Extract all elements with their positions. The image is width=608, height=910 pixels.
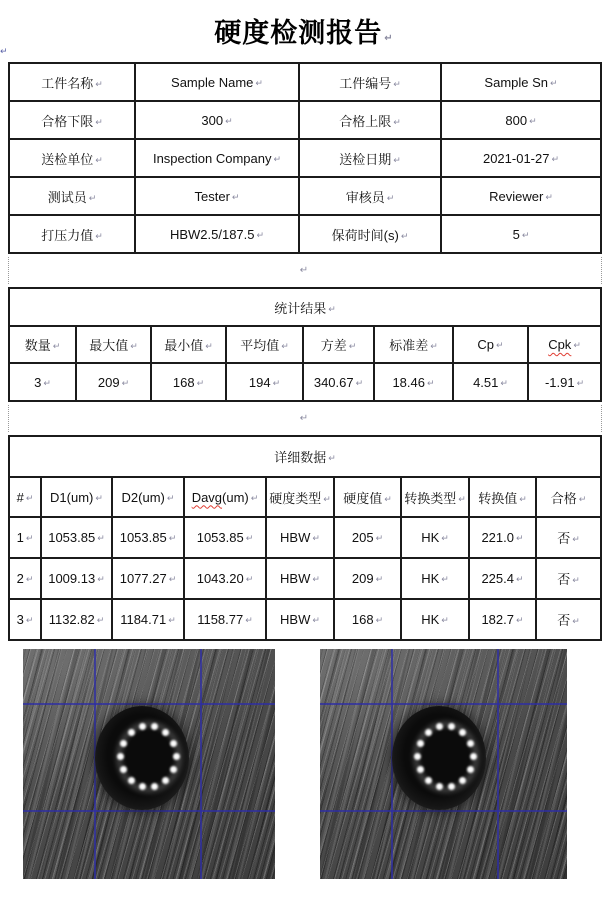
data-cell [41,517,112,558]
table-title-row [9,436,601,477]
cell-text: 标准差 [389,338,429,353]
cell-text: Sample Name [171,74,254,90]
indentation-photo-2 [320,649,567,879]
cell-text: Inspection Company [152,150,272,166]
header-cell [303,326,374,363]
cell-text: 1158.77 [197,612,244,627]
paragraph-mark-icon: ↵ [573,340,581,350]
data-cell [334,517,401,558]
cell-text: 182.7 [481,612,514,627]
paragraph-mark-icon: ↵ [551,153,560,164]
stat-value-cell [226,363,303,401]
data-cell [469,517,536,558]
paragraph-mark-icon: ↵ [25,492,34,503]
header-cell [401,477,469,517]
paragraph-mark-icon: ↵ [578,493,587,504]
cell-text: 2021-01-27 [482,150,550,166]
cell-text: 保荷时间(s) [331,227,399,243]
header-cell [9,326,76,363]
paragraph-mark-icon: ↵ [245,533,254,543]
cell-text: 否 [557,572,571,587]
paragraph-mark-icon: ↵ [97,533,105,543]
statistics-table [8,287,602,402]
paragraph-mark-icon: ↵ [0,46,8,56]
cell-text: # [16,489,24,505]
cell-text: Tester [194,188,230,204]
paragraph-mark-icon: ↵ [196,377,205,388]
data-cell [469,558,536,599]
info-label-cell [299,63,441,101]
paragraph-mark-icon: ↵ [572,534,580,544]
data-cell [112,517,184,558]
info-value-cell [135,215,299,253]
cell-text: 225.4 [481,571,514,586]
table-row [9,215,601,253]
paragraph-mark-icon: ↵ [576,377,585,388]
paragraph-mark-icon: ↵ [312,574,320,584]
cell-text: Davg [191,489,223,505]
header-cell [469,477,536,517]
cell-text: 硬度值 [343,490,383,506]
photo-strip [0,649,608,879]
stat-value-cell [374,363,453,401]
cell-text: Cp [477,337,495,352]
cell-text: 300 [201,112,224,128]
data-cell [266,558,334,599]
info-value-cell [135,63,299,101]
paragraph-mark-icon: ↵ [430,341,438,351]
paragraph-mark-icon: ↵ [25,574,34,584]
report-title-text: 硬度检测报告 [214,18,383,48]
paragraph-mark-icon: ↵ [166,492,175,503]
paragraph-mark-icon: ↵ [348,341,357,351]
data-cell [184,558,266,599]
paragraph-mark-icon: ↵ [355,377,364,388]
cell-text: 工件名称 [41,75,94,91]
data-cell [334,558,401,599]
cell-text: -1.91 [544,374,575,390]
paragraph-mark-icon: ↵ [245,574,254,584]
cell-text: 转换类型 [404,490,457,506]
data-cell [334,599,401,640]
cell-text: HK [421,530,440,545]
cell-text: Reviewer [489,188,544,204]
paragraph-mark-icon: ↵ [273,153,282,164]
header-cell [151,326,226,363]
paragraph-mark-icon: ↵ [121,377,130,388]
cell-text: 1043.20 [196,571,244,586]
paragraph-mark-icon: ↵ [386,192,395,203]
cell-text: 测试员 [47,189,87,205]
cell-text: D2(um) [121,489,165,505]
grid-line-horizontal [23,810,275,812]
info-value-cell [441,101,601,139]
header-cell [41,477,112,517]
info-label-cell [299,177,441,215]
cell-text: 否 [557,613,571,628]
cell-text: 合格下限 [41,113,94,129]
paragraph-mark-icon: ↵ [393,154,401,165]
data-cell [536,517,601,558]
paragraph-mark-icon: ↵ [529,115,537,126]
table-row [9,599,601,640]
paragraph-mark-icon: ↵ [168,533,177,543]
paragraph-mark-icon: ↵ [427,377,435,388]
header-cell [536,477,601,517]
paragraph-mark-icon: ↵ [250,492,259,503]
paragraph-mark-icon: ↵ [245,615,253,625]
stat-value-cell [151,363,226,401]
paragraph-mark-icon: ↵ [550,77,558,88]
header-cell [334,477,401,517]
cell-text: Cpk [548,337,572,352]
data-cell [41,558,112,599]
cell-text: 340.67 [313,374,354,390]
cell-text: 合格 [550,490,577,506]
cell-text: 194 [248,374,271,390]
cell-text: 方差 [320,338,347,353]
page-title [0,0,608,48]
cell-text: 800 [505,112,528,128]
cell-text: 1053.85 [119,530,167,545]
cell-text: 4.51 [473,374,499,390]
info-value-cell [441,139,601,177]
paragraph-mark-icon: ↵ [375,533,384,543]
paragraph-mark-icon: ↵ [545,191,553,202]
paragraph-mark-icon: ↵ [52,341,61,351]
paragraph-mark-icon: ↵ [272,377,281,388]
detail-data-table [8,435,602,641]
paragraph-mark-icon: ↵ [519,493,527,504]
info-label-cell [9,101,135,139]
cell-text: 统计结果 [274,300,327,316]
paragraph-mark-icon: ↵ [441,574,449,584]
paragraph-mark-icon: ↵ [516,615,524,625]
paragraph-mark-icon: ↵ [393,116,401,127]
info-value-cell [441,177,601,215]
header-cell [76,326,151,363]
data-cell [9,599,41,640]
data-cell [536,599,601,640]
info-label-cell [299,215,441,253]
info-label-cell [9,63,135,101]
cell-text: 审核员 [345,189,385,205]
stat-value-cell [303,363,374,401]
paragraph-mark-icon: ↵ [441,533,449,543]
info-label-cell [9,139,135,177]
data-cell [9,517,41,558]
indentation-mark [392,706,486,810]
data-cell [401,517,469,558]
paragraph-mark-icon: ↵ [95,230,103,241]
data-cell [401,558,469,599]
cell-text: HBW [280,571,311,586]
indentation-mark [95,706,189,810]
cell-text: 合格上限 [339,113,392,129]
paragraph-mark-icon: ↵ [231,191,240,202]
paragraph-mark-icon: ↵ [516,533,524,543]
paragraph-mark-icon: ↵ [25,615,34,625]
paragraph-mark-icon: ↵ [95,78,103,89]
table-row [9,558,601,599]
table-title-row [9,288,601,326]
stat-value-cell [528,363,601,401]
cell-text: HBW [280,530,311,545]
paragraph-gap [0,254,608,287]
paragraph-mark-icon: ↵ [43,377,51,388]
cell-text: (um) [222,489,249,505]
grid-line-horizontal [320,703,567,705]
paragraph-mark-icon: ↵ [375,574,384,584]
stat-value-cell [76,363,151,401]
paragraph-mark-icon: ↵ [400,230,409,241]
paragraph-mark-icon: ↵ [299,265,309,276]
header-cell [374,326,453,363]
table-row [9,63,601,101]
cell-text: 1077.27 [119,571,167,586]
table-header-row [9,326,601,363]
cell-text: 168 [172,374,195,390]
grid-line-horizontal [23,703,275,705]
paragraph-mark-icon: ↵ [281,341,289,351]
text-boundary [8,257,602,284]
paragraph-mark-icon: ↵ [441,615,449,625]
paragraph-mark-icon: ↵ [312,533,320,543]
paragraph-mark-icon: ↵ [328,303,336,314]
cell-text: 209 [97,374,120,390]
paragraph-mark-icon: ↵ [130,341,138,351]
data-cell [266,599,334,640]
info-value-cell [135,101,299,139]
data-cell [184,599,266,640]
cell-text: 1053.85 [48,530,96,545]
led-ring-dots [146,754,151,759]
info-value-cell [135,139,299,177]
info-value-cell [441,63,601,101]
paragraph-mark-icon: ↵ [328,453,336,463]
cell-text: 工件编号 [339,75,392,91]
data-cell [41,599,112,640]
cell-text: 硬度类型 [269,490,322,506]
table-row [9,517,601,558]
table-row [9,139,601,177]
paragraph-mark-icon: ↵ [496,340,504,350]
led-ring-dots [443,754,448,759]
cell-text: 3 [34,374,42,390]
cell-text: 数量 [24,338,51,353]
sample-info-table [8,62,602,254]
table-header-row [9,477,601,517]
cell-text: HBW2.5/187.5 [169,226,255,242]
stat-value-cell [453,363,528,401]
paragraph-mark-icon: ↵ [168,615,176,625]
paragraph-mark-icon: ↵ [95,154,103,165]
header-cell [226,326,303,363]
paragraph-mark-icon: ↵ [168,574,177,584]
cell-text: 2 [16,571,24,586]
cell-text: 否 [557,531,571,546]
cell-text: 转换值 [478,490,518,506]
data-cell [469,599,536,640]
paragraph-mark-icon: ↵ [516,574,524,584]
grid-line-vertical [200,649,202,879]
info-value-cell [135,177,299,215]
cell-text: 1184.71 [120,612,167,627]
info-label-cell [9,177,135,215]
table-row [9,101,601,139]
cell-text: 221.0 [481,530,514,545]
paragraph-mark-icon: ↵ [384,33,394,44]
paragraph-mark-icon: ↵ [572,575,580,585]
cell-text: 18.46 [392,374,425,390]
header-cell [184,477,266,517]
text-boundary [8,405,602,432]
cell-text: 1 [16,530,24,545]
cell-text: HK [421,612,440,627]
header-cell [112,477,184,517]
paragraph-mark-icon: ↵ [393,78,401,89]
paragraph-mark-icon: ↵ [95,116,103,127]
paragraph-mark-icon: ↵ [299,413,309,424]
info-label-cell [299,101,441,139]
paragraph-mark-icon: ↵ [500,377,508,388]
data-cell [112,558,184,599]
cell-text: 详细数据 [274,450,327,465]
header-cell [266,477,334,517]
cell-text: HBW [280,612,311,627]
cell-text: 5 [512,226,520,242]
cell-text: 3 [16,612,24,627]
paragraph-mark-icon: ↵ [255,77,263,88]
paragraph-mark-icon: ↵ [25,533,34,543]
cell-text: 打压力值 [41,227,94,243]
grid-line-horizontal [320,810,567,812]
info-value-cell [441,215,601,253]
grid-line-vertical [497,649,499,879]
paragraph-mark-icon: ↵ [312,615,320,625]
data-cell [266,517,334,558]
cell-text: 168 [351,612,374,627]
table-row [9,177,601,215]
cell-text: 1009.13 [48,571,96,586]
cell-text: 1053.85 [196,530,244,545]
cell-text: 最小值 [164,338,204,353]
table-row [9,363,601,401]
paragraph-mark-icon: ↵ [96,615,105,625]
paragraph-mark-icon: ↵ [521,229,530,240]
paragraph-mark-icon: ↵ [458,493,466,504]
paragraph-mark-icon: ↵ [205,341,213,351]
data-cell [9,558,41,599]
paragraph-mark-icon: ↵ [384,493,392,504]
info-label-cell [9,215,135,253]
cell-text: Sample Sn [484,74,549,90]
header-cell [528,326,601,363]
paragraph-mark-icon: ↵ [95,492,103,503]
paragraph-mark-icon: ↵ [97,574,105,584]
cell-text: 205 [351,530,374,545]
data-cell [536,558,601,599]
paragraph-mark-icon: ↵ [256,229,265,240]
cell-text: 平均值 [240,338,280,353]
paragraph-mark-icon: ↵ [375,615,384,625]
cell-text: HK [421,571,440,586]
cell-text: 送检日期 [339,151,392,167]
paragraph-mark-icon: ↵ [323,493,331,504]
cell-text: 209 [351,571,374,586]
cell-text: 1132.82 [48,612,95,627]
header-cell [453,326,528,363]
stat-value-cell [9,363,76,401]
stats-table-title [9,288,601,326]
paragraph-mark-icon: ↵ [225,115,233,126]
paragraph-mark-icon: ↵ [572,616,580,626]
paragraph-gap [0,402,608,435]
data-cell [401,599,469,640]
cell-text: D1(um) [50,489,94,505]
header-cell [9,477,41,517]
cell-text: 最大值 [89,338,129,353]
data-cell [112,599,184,640]
info-label-cell [299,139,441,177]
indentation-photo-1 [23,649,275,879]
paragraph-mark-icon: ↵ [88,192,97,203]
detail-table-title [9,436,601,477]
data-cell [184,517,266,558]
cell-text: 送检单位 [41,151,94,167]
